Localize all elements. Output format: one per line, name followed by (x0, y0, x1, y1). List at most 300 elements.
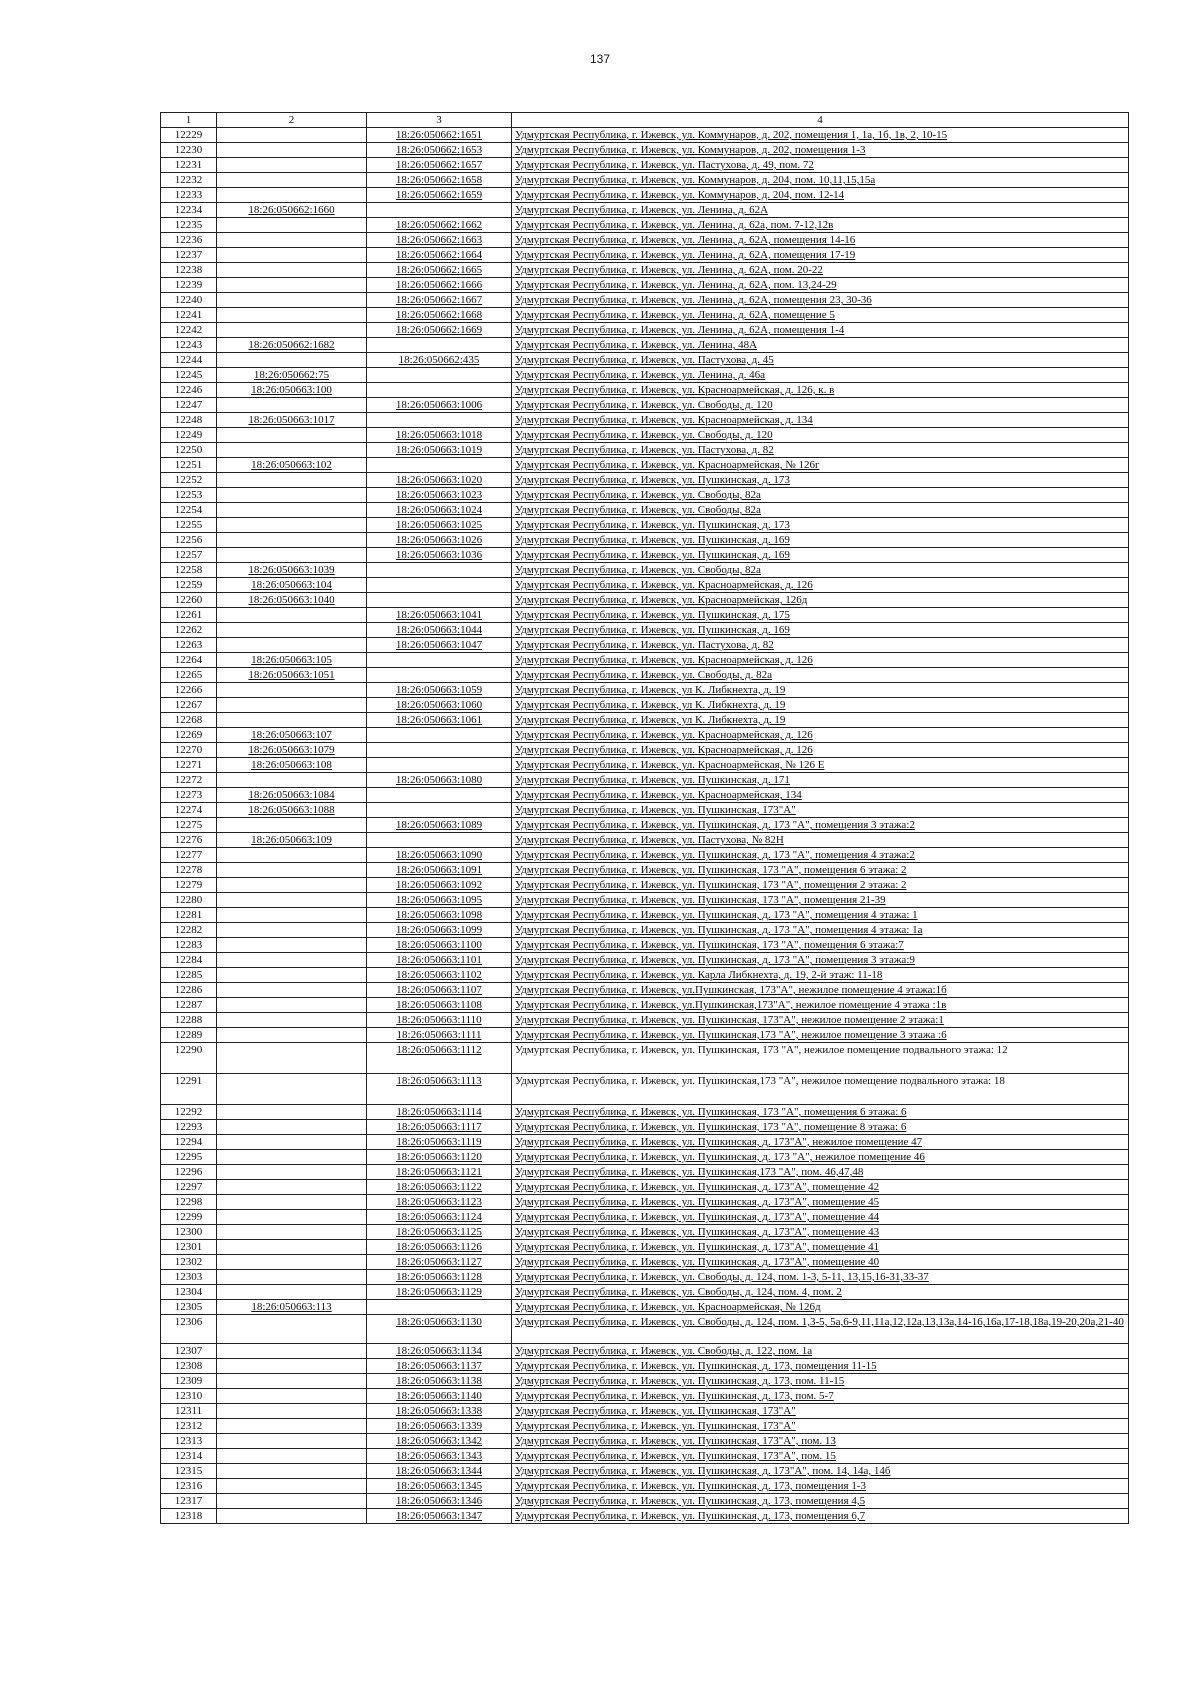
address-cell: Удмуртская Республика, г. Ижевск, ул. Свободы, 82а (512, 488, 1129, 503)
cadastral-number-premises-cell: 18:26:050663:1138 (367, 1374, 512, 1389)
table-row (161, 1150, 1129, 1165)
table-row (161, 218, 1129, 233)
table-row (161, 563, 1129, 578)
table-row (161, 398, 1129, 413)
table-row (161, 1165, 1129, 1180)
table-row (161, 593, 1129, 608)
address-cell: Удмуртская Республика, г. Ижевск, ул. Пушкинская, д. 173"А", помещение 41 (512, 1240, 1129, 1255)
row-number-cell: 12290 (161, 1043, 217, 1074)
cadastral-number-building-cell (217, 548, 367, 563)
row-number-cell: 12264 (161, 653, 217, 668)
address-cell: Удмуртская Республика, г. Ижевск, ул. Красноармейская, 134 (512, 788, 1129, 803)
cadastral-number-building-cell: 18:26:050663:102 (217, 458, 367, 473)
table-row (161, 458, 1129, 473)
cadastral-number-building-cell (217, 1255, 367, 1270)
address-cell: Удмуртская Республика, г. Ижевск, ул. Пушкинская, д. 173, пом. 5-7 (512, 1389, 1129, 1404)
row-number-cell: 12276 (161, 833, 217, 848)
cadastral-number-premises-cell: 18:26:050663:1020 (367, 473, 512, 488)
address-cell: Удмуртская Республика, г. Ижевск, ул. Красноармейская, д. 126, к. в (512, 383, 1129, 398)
cadastral-number-building-cell (217, 818, 367, 833)
table-row (161, 1013, 1129, 1028)
row-number-cell: 12295 (161, 1150, 217, 1165)
cadastral-number-building-cell (217, 1359, 367, 1374)
row-number-cell: 12261 (161, 608, 217, 623)
cadastral-number-premises-cell: 18:26:050662:1668 (367, 308, 512, 323)
cadastral-number-premises-cell: 18:26:050662:1662 (367, 218, 512, 233)
row-number-cell: 12268 (161, 713, 217, 728)
cadastral-number-building-cell (217, 923, 367, 938)
cadastral-number-building-cell (217, 518, 367, 533)
cadastral-number-building-cell (217, 983, 367, 998)
cadastral-number-building-cell (217, 848, 367, 863)
table-row (161, 1494, 1129, 1509)
address-cell: Удмуртская Республика, г. Ижевск, ул. Свободы, д. 122, пом. 1а (512, 1344, 1129, 1359)
address-cell: Удмуртская Республика, г. Ижевск, ул. Ленина, д. 62А, помещения 1-4 (512, 323, 1129, 338)
cadastral-number-building-cell (217, 323, 367, 338)
table-row (161, 248, 1129, 263)
cadastral-number-building-cell (217, 293, 367, 308)
cadastral-number-premises-cell: 18:26:050662:1667 (367, 293, 512, 308)
table-row (161, 1270, 1129, 1285)
cadastral-number-premises-cell: 18:26:050663:1119 (367, 1135, 512, 1150)
address-cell: Удмуртская Республика, г. Ижевск, ул. Красноармейская, д. 126 (512, 653, 1129, 668)
row-number-cell: 12289 (161, 1028, 217, 1043)
cadastral-number-building-cell: 18:26:050663:105 (217, 653, 367, 668)
address-cell: Удмуртская Республика, г. Ижевск, ул. Красноармейская, д. 134 (512, 413, 1129, 428)
cadastral-number-building-cell (217, 1135, 367, 1150)
row-number-cell: 12277 (161, 848, 217, 863)
cadastral-number-building-cell (217, 443, 367, 458)
address-cell: Удмуртская Республика, г. Ижевск, ул.Пушкинская,173"А", нежилое помещение 4 этажа :1в (512, 998, 1129, 1013)
cadastral-number-premises-cell: 18:26:050663:1102 (367, 968, 512, 983)
cadastral-number-building-cell (217, 1479, 367, 1494)
cadastral-number-premises-cell (367, 578, 512, 593)
cadastral-number-building-cell (217, 233, 367, 248)
row-number-cell: 12262 (161, 623, 217, 638)
cadastral-number-building-cell (217, 128, 367, 143)
cadastral-number-building-cell (217, 1464, 367, 1479)
table-row (161, 1389, 1129, 1404)
row-number-cell: 12280 (161, 893, 217, 908)
table-row (161, 1043, 1129, 1074)
cadastral-number-premises-cell: 18:26:050662:1651 (367, 128, 512, 143)
cadastral-number-premises-cell: 18:26:050663:1089 (367, 818, 512, 833)
table-row (161, 698, 1129, 713)
table-row (161, 203, 1129, 218)
address-cell: Удмуртская Республика, г. Ижевск, ул. Пушкинская, д. 173"А", пом. 14, 14а, 14б (512, 1464, 1129, 1479)
cadastral-number-building-cell (217, 248, 367, 263)
address-cell: Удмуртская Республика, г. Ижевск, ул. Коммунаров, д. 204, пом. 12-14 (512, 188, 1129, 203)
row-number-cell: 12312 (161, 1419, 217, 1434)
row-number-cell: 12284 (161, 953, 217, 968)
row-number-cell: 12278 (161, 863, 217, 878)
row-number-cell: 12317 (161, 1494, 217, 1509)
table-row (161, 368, 1129, 383)
table-row (161, 608, 1129, 623)
table-row (161, 548, 1129, 563)
row-number-cell: 12229 (161, 128, 217, 143)
row-number-cell: 12316 (161, 1479, 217, 1494)
row-number-cell: 12235 (161, 218, 217, 233)
address-cell: Удмуртская Республика, г. Ижевск, ул. Пушкинская, д. 169 (512, 623, 1129, 638)
cadastral-number-premises-cell: 18:26:050663:1041 (367, 608, 512, 623)
table-row (161, 1315, 1129, 1344)
cadastral-number-premises-cell: 18:26:050663:1023 (367, 488, 512, 503)
table-row (161, 953, 1129, 968)
cadastral-number-building-cell: 18:26:050663:1051 (217, 668, 367, 683)
row-number-cell: 12279 (161, 878, 217, 893)
cadastral-number-premises-cell: 18:26:050663:1344 (367, 1464, 512, 1479)
row-number-cell: 12313 (161, 1434, 217, 1449)
row-number-cell: 12309 (161, 1374, 217, 1389)
cadastral-number-building-cell (217, 893, 367, 908)
cadastral-number-premises-cell: 18:26:050663:1025 (367, 518, 512, 533)
address-cell: Удмуртская Республика, г. Ижевск, ул. Пушкинская, д. 173, помещения 11-15 (512, 1359, 1129, 1374)
row-number-cell: 12249 (161, 428, 217, 443)
row-number-cell: 12238 (161, 263, 217, 278)
cadastral-number-premises-cell: 18:26:050663:1092 (367, 878, 512, 893)
cadastral-number-building-cell (217, 1270, 367, 1285)
address-cell: Удмуртская Республика, г. Ижевск, ул. Ленина, д. 62а, пом. 7-12,12в (512, 218, 1129, 233)
row-number-cell: 12307 (161, 1344, 217, 1359)
row-number-cell: 12305 (161, 1300, 217, 1315)
address-cell: Удмуртская Республика, г. Ижевск, ул. Пушкинская, д. 171 (512, 773, 1129, 788)
cadastral-number-building-cell (217, 968, 367, 983)
cadastral-number-premises-cell (367, 383, 512, 398)
address-cell: Удмуртская Республика, г. Ижевск, ул. Ленина, д. 62А, пом. 13,24-29 (512, 278, 1129, 293)
table-row (161, 983, 1129, 998)
cadastral-number-premises-cell: 18:26:050663:1024 (367, 503, 512, 518)
address-cell: Удмуртская Республика, г. Ижевск, ул. Пушкинская, д. 173"А", нежилое помещение 47 (512, 1135, 1129, 1150)
address-cell: Удмуртская Республика, г. Ижевск, ул. Свободы, 82а (512, 503, 1129, 518)
cadastral-number-premises-cell: 18:26:050663:1124 (367, 1210, 512, 1225)
cadastral-number-premises-cell: 18:26:050663:1095 (367, 893, 512, 908)
cadastral-number-premises-cell: 18:26:050663:1114 (367, 1105, 512, 1120)
table-row (161, 1120, 1129, 1135)
cadastral-number-premises-cell: 18:26:050663:1127 (367, 1255, 512, 1270)
address-cell: Удмуртская Республика, г. Ижевск, ул. Свободы, д. 124, пом. 1,3-5, 5а,6-9,11,11а,12,12а,13,13а,14-16,16а,17-18,18а,19-20,20а,21-40 (512, 1315, 1129, 1344)
row-number-cell: 12260 (161, 593, 217, 608)
cadastral-number-premises-cell (367, 368, 512, 383)
table-row (161, 863, 1129, 878)
row-number-cell: 12301 (161, 1240, 217, 1255)
cadastral-number-building-cell: 18:26:050663:108 (217, 758, 367, 773)
row-number-cell: 12237 (161, 248, 217, 263)
table-row (161, 743, 1129, 758)
table-row (161, 848, 1129, 863)
cadastral-number-premises-cell: 18:26:050663:1130 (367, 1315, 512, 1344)
address-cell: Удмуртская Республика, г. Ижевск, ул. Пушкинская, 173 "А", помещения 6 этажа: 6 (512, 1105, 1129, 1120)
table-row (161, 323, 1129, 338)
cadastral-number-premises-cell: 18:26:050663:1099 (367, 923, 512, 938)
cadastral-number-building-cell (217, 938, 367, 953)
address-cell: Удмуртская Республика, г. Ижевск, ул. Ленина, д. 62А, пом. 20-22 (512, 263, 1129, 278)
cadastral-number-building-cell (217, 353, 367, 368)
cadastral-number-premises-cell: 18:26:050663:1128 (367, 1270, 512, 1285)
cadastral-number-building-cell (217, 863, 367, 878)
address-cell: Удмуртская Республика, г. Ижевск, ул. Пушкинская, 173 "А", помещения 6 этажа:7 (512, 938, 1129, 953)
address-cell: Удмуртская Республика, г. Ижевск, ул. Пушкинская, д. 169 (512, 548, 1129, 563)
table-row (161, 128, 1129, 143)
table-row (161, 968, 1129, 983)
cadastral-number-premises-cell: 18:26:050663:1342 (367, 1434, 512, 1449)
row-number-cell: 12253 (161, 488, 217, 503)
cadastral-number-building-cell (217, 1389, 367, 1404)
cadastral-number-building-cell: 18:26:050663:107 (217, 728, 367, 743)
table-row (161, 893, 1129, 908)
row-number-cell: 12297 (161, 1180, 217, 1195)
cadastral-number-building-cell (217, 1150, 367, 1165)
address-cell: Удмуртская Республика, г. Ижевск, ул. Ленина, д. 62А, помещения 23, 30-36 (512, 293, 1129, 308)
cadastral-number-building-cell (217, 218, 367, 233)
cadastral-number-building-cell (217, 623, 367, 638)
address-cell: Удмуртская Республика, г. Ижевск, ул. Пушкинская, д. 173 "А", помещения 3 этажа:2 (512, 818, 1129, 833)
table-row (161, 833, 1129, 848)
cadastral-number-building-cell (217, 173, 367, 188)
cadastral-number-building-cell (217, 503, 367, 518)
table-row (161, 428, 1129, 443)
cadastral-number-building-cell (217, 143, 367, 158)
address-cell: Удмуртская Республика, г. Ижевск, ул. Пушкинская, д. 173"А", помещение 40 (512, 1255, 1129, 1270)
address-cell: Удмуртская Республика, г. Ижевск, ул К. Либкнехта, д. 19 (512, 683, 1129, 698)
address-cell: Удмуртская Республика, г. Ижевск, ул. Красноармейская, д. 126 (512, 578, 1129, 593)
address-cell: Удмуртская Республика, г. Ижевск, ул. Ленина, д. 62А (512, 203, 1129, 218)
cadastral-number-premises-cell: 18:26:050663:1122 (367, 1180, 512, 1195)
cadastral-number-premises-cell (367, 788, 512, 803)
table-row (161, 1509, 1129, 1524)
cadastral-number-building-cell (217, 1509, 367, 1524)
address-cell: Удмуртская Республика, г. Ижевск, ул. Пушкинская, д. 173 (512, 518, 1129, 533)
row-number-cell: 12286 (161, 983, 217, 998)
table-row (161, 533, 1129, 548)
cadastral-number-premises-cell: 18:26:050663:1098 (367, 908, 512, 923)
row-number-cell: 12294 (161, 1135, 217, 1150)
table-row (161, 818, 1129, 833)
cadastral-number-premises-cell: 18:26:050663:1345 (367, 1479, 512, 1494)
cadastral-number-premises-cell: 18:26:050663:1117 (367, 1120, 512, 1135)
cadastral-number-building-cell: 18:26:050663:1088 (217, 803, 367, 818)
cadastral-number-premises-cell (367, 593, 512, 608)
table-row (161, 1464, 1129, 1479)
row-number-cell: 12239 (161, 278, 217, 293)
cadastral-number-premises-cell: 18:26:050663:1059 (367, 683, 512, 698)
row-number-cell: 12254 (161, 503, 217, 518)
cadastral-number-premises-cell: 18:26:050662:1653 (367, 143, 512, 158)
row-number-cell: 12270 (161, 743, 217, 758)
address-cell: Удмуртская Республика, г. Ижевск, ул. Свободы, 82а (512, 563, 1129, 578)
cadastral-number-building-cell (217, 1374, 367, 1389)
row-number-cell: 12241 (161, 308, 217, 323)
table-row (161, 1285, 1129, 1300)
address-cell: Удмуртская Республика, г. Ижевск, ул. Пастухова, д. 82 (512, 443, 1129, 458)
cadastral-number-building-cell (217, 1434, 367, 1449)
row-number-cell: 12230 (161, 143, 217, 158)
address-cell: Удмуртская Республика, г. Ижевск, ул. Пушкинская, 173"А", пом. 15 (512, 1449, 1129, 1464)
cadastral-number-premises-cell: 18:26:050662:1665 (367, 263, 512, 278)
cadastral-number-building-cell: 18:26:050662:75 (217, 368, 367, 383)
cadastral-number-premises-cell: 18:26:050662:1666 (367, 278, 512, 293)
row-number-cell: 12292 (161, 1105, 217, 1120)
cadastral-number-premises-cell (367, 728, 512, 743)
row-number-cell: 12283 (161, 938, 217, 953)
address-cell: Удмуртская Республика, г. Ижевск, ул. Пушкинская, 173 "А", нежилое помещение подвального этажа: 12 (512, 1043, 1129, 1074)
row-number-cell: 12240 (161, 293, 217, 308)
address-cell: Удмуртская Республика, г. Ижевск, ул. Свободы, д. 124, пом. 1-3, 5-11, 13,15,16-31,33-37 (512, 1270, 1129, 1285)
cadastral-number-premises-cell (367, 803, 512, 818)
header-row (161, 113, 1129, 128)
table-row (161, 1240, 1129, 1255)
cadastral-number-building-cell (217, 1404, 367, 1419)
table-row (161, 638, 1129, 653)
header-col-3: 3 (367, 113, 512, 128)
cadastral-number-building-cell (217, 713, 367, 728)
row-number-cell: 12293 (161, 1120, 217, 1135)
row-number-cell: 12233 (161, 188, 217, 203)
cadastral-number-premises-cell (367, 668, 512, 683)
table-row (161, 1028, 1129, 1043)
cadastral-number-premises-cell: 18:26:050663:1108 (367, 998, 512, 1013)
cadastral-number-building-cell (217, 683, 367, 698)
table-row (161, 308, 1129, 323)
table-row (161, 1434, 1129, 1449)
address-cell: Удмуртская Республика, г. Ижевск, ул. Ленина, 48А (512, 338, 1129, 353)
address-cell: Удмуртская Республика, г. Ижевск, ул. Красноармейская, д. 126 (512, 743, 1129, 758)
row-number-cell: 12248 (161, 413, 217, 428)
table-row (161, 653, 1129, 668)
cadastral-number-premises-cell: 18:26:050663:1123 (367, 1195, 512, 1210)
cadastral-number-building-cell: 18:26:050663:1040 (217, 593, 367, 608)
address-cell: Удмуртская Республика, г. Ижевск, ул. Пушкинская,173 "А", нежилое помещение 3 этажа :6 (512, 1028, 1129, 1043)
cadastral-number-premises-cell: 18:26:050663:1036 (367, 548, 512, 563)
cadastral-number-building-cell (217, 1315, 367, 1344)
row-number-cell: 12314 (161, 1449, 217, 1464)
cadastral-number-building-cell (217, 1494, 367, 1509)
cadastral-number-building-cell (217, 1180, 367, 1195)
address-cell: Удмуртская Республика, г. Ижевск, ул. Коммунаров, д. 202, помещения 1-3 (512, 143, 1129, 158)
row-number-cell: 12311 (161, 1404, 217, 1419)
cadastral-number-building-cell (217, 1195, 367, 1210)
row-number-cell: 12246 (161, 383, 217, 398)
address-cell: Удмуртская Республика, г. Ижевск, ул. Пушкинская, 173 "А", помещения 6 этажа: 2 (512, 863, 1129, 878)
cadastral-number-premises-cell (367, 653, 512, 668)
cadastral-number-premises-cell: 18:26:050662:1663 (367, 233, 512, 248)
address-cell: Удмуртская Республика, г. Ижевск, ул. Пастухова, № 82Н (512, 833, 1129, 848)
table-row (161, 503, 1129, 518)
table-row (161, 473, 1129, 488)
cadastral-number-premises-cell: 18:26:050663:1112 (367, 1043, 512, 1074)
row-number-cell: 12255 (161, 518, 217, 533)
table-row (161, 623, 1129, 638)
address-cell: Удмуртская Республика, г. Ижевск, ул. Пушкинская, д. 173"А", помещение 44 (512, 1210, 1129, 1225)
address-cell: Удмуртская Республика, г. Ижевск, ул. Ленина, д. 62А, помещения 14-16 (512, 233, 1129, 248)
row-number-cell: 12244 (161, 353, 217, 368)
cadastral-number-building-cell: 18:26:050663:1084 (217, 788, 367, 803)
row-number-cell: 12269 (161, 728, 217, 743)
row-number-cell: 12300 (161, 1225, 217, 1240)
address-cell: Удмуртская Республика, г. Ижевск, ул. Красноармейская, № 126 Е (512, 758, 1129, 773)
cadastral-number-building-cell (217, 188, 367, 203)
address-cell: Удмуртская Республика, г. Ижевск, ул. Свободы, д. 124, пом. 4, пом. 2 (512, 1285, 1129, 1300)
cadastral-number-building-cell (217, 1240, 367, 1255)
table-row (161, 1359, 1129, 1374)
row-number-cell: 12271 (161, 758, 217, 773)
cadastral-number-building-cell (217, 1210, 367, 1225)
cadastral-number-premises-cell: 18:26:050663:1134 (367, 1344, 512, 1359)
cadastral-number-building-cell (217, 308, 367, 323)
cadastral-number-building-cell (217, 398, 367, 413)
cadastral-number-premises-cell: 18:26:050663:1047 (367, 638, 512, 653)
address-cell: Удмуртская Республика, г. Ижевск, ул. Пушкинская, д. 173 (512, 473, 1129, 488)
cadastral-number-building-cell: 18:26:050663:1079 (217, 743, 367, 758)
cadastral-number-premises-cell: 18:26:050663:1111 (367, 1028, 512, 1043)
address-cell: Удмуртская Республика, г. Ижевск, ул. Ленина, д. 62А, помещение 5 (512, 308, 1129, 323)
cadastral-number-premises-cell (367, 338, 512, 353)
row-number-cell: 12247 (161, 398, 217, 413)
cadastral-number-building-cell (217, 638, 367, 653)
row-number-cell: 12299 (161, 1210, 217, 1225)
address-cell: Удмуртская Республика, г. Ижевск, ул. Пушкинская, 173 "А", помещения 2 этажа: 2 (512, 878, 1129, 893)
cadastral-number-building-cell: 18:26:050663:109 (217, 833, 367, 848)
cadastral-number-premises-cell: 18:26:050663:1121 (367, 1165, 512, 1180)
table-row (161, 518, 1129, 533)
cadastral-number-premises-cell: 18:26:050663:1343 (367, 1449, 512, 1464)
table-row (161, 413, 1129, 428)
table-row (161, 578, 1129, 593)
row-number-cell: 12287 (161, 998, 217, 1013)
table-row (161, 158, 1129, 173)
address-cell: Удмуртская Республика, г. Ижевск, ул. Пушкинская, д. 173"А", помещение 45 (512, 1195, 1129, 1210)
table-row (161, 353, 1129, 368)
cadastral-number-premises-cell: 18:26:050663:1129 (367, 1285, 512, 1300)
cadastral-number-building-cell (217, 1028, 367, 1043)
table-row (161, 1180, 1129, 1195)
cadastral-number-building-cell: 18:26:050663:104 (217, 578, 367, 593)
table-row (161, 1105, 1129, 1120)
row-number-cell: 12234 (161, 203, 217, 218)
table-row (161, 1404, 1129, 1419)
address-cell: Удмуртская Республика, г. Ижевск, ул. Пушкинская, д. 169 (512, 533, 1129, 548)
row-number-cell: 12298 (161, 1195, 217, 1210)
address-cell: Удмуртская Республика, г. Ижевск, ул. Пушкинская, 173"А", пом. 13 (512, 1434, 1129, 1449)
cadastral-number-building-cell (217, 1013, 367, 1028)
cadastral-number-building-cell (217, 1043, 367, 1074)
table-row (161, 488, 1129, 503)
address-cell: Удмуртская Республика, г. Ижевск, ул. Пушкинская, 173 "А", помещения 21-39 (512, 893, 1129, 908)
table-row (161, 1419, 1129, 1434)
cadastral-number-premises-cell: 18:26:050662:1657 (367, 158, 512, 173)
address-cell: Удмуртская Республика, г. Ижевск, ул. Пушкинская, 173 "А", помещение 8 этажа: 6 (512, 1120, 1129, 1135)
cadastral-number-building-cell (217, 1120, 367, 1135)
cadastral-number-building-cell (217, 488, 367, 503)
row-number-cell: 12256 (161, 533, 217, 548)
table-row (161, 758, 1129, 773)
row-number-cell: 12259 (161, 578, 217, 593)
cadastral-number-premises-cell (367, 758, 512, 773)
table-row (161, 938, 1129, 953)
row-number-cell: 12252 (161, 473, 217, 488)
row-number-cell: 12272 (161, 773, 217, 788)
table-row (161, 1135, 1129, 1150)
row-number-cell: 12306 (161, 1315, 217, 1344)
cadastral-number-building-cell (217, 278, 367, 293)
cadastral-number-premises-cell: 18:26:050663:1091 (367, 863, 512, 878)
table-row (161, 788, 1129, 803)
row-number-cell: 12303 (161, 1270, 217, 1285)
address-cell: Удмуртская Республика, г. Ижевск, ул. Пушкинская, д. 173 "А", помещения 3 этажа:9 (512, 953, 1129, 968)
row-number-cell: 12273 (161, 788, 217, 803)
table-row (161, 263, 1129, 278)
table-body (161, 128, 1129, 1524)
